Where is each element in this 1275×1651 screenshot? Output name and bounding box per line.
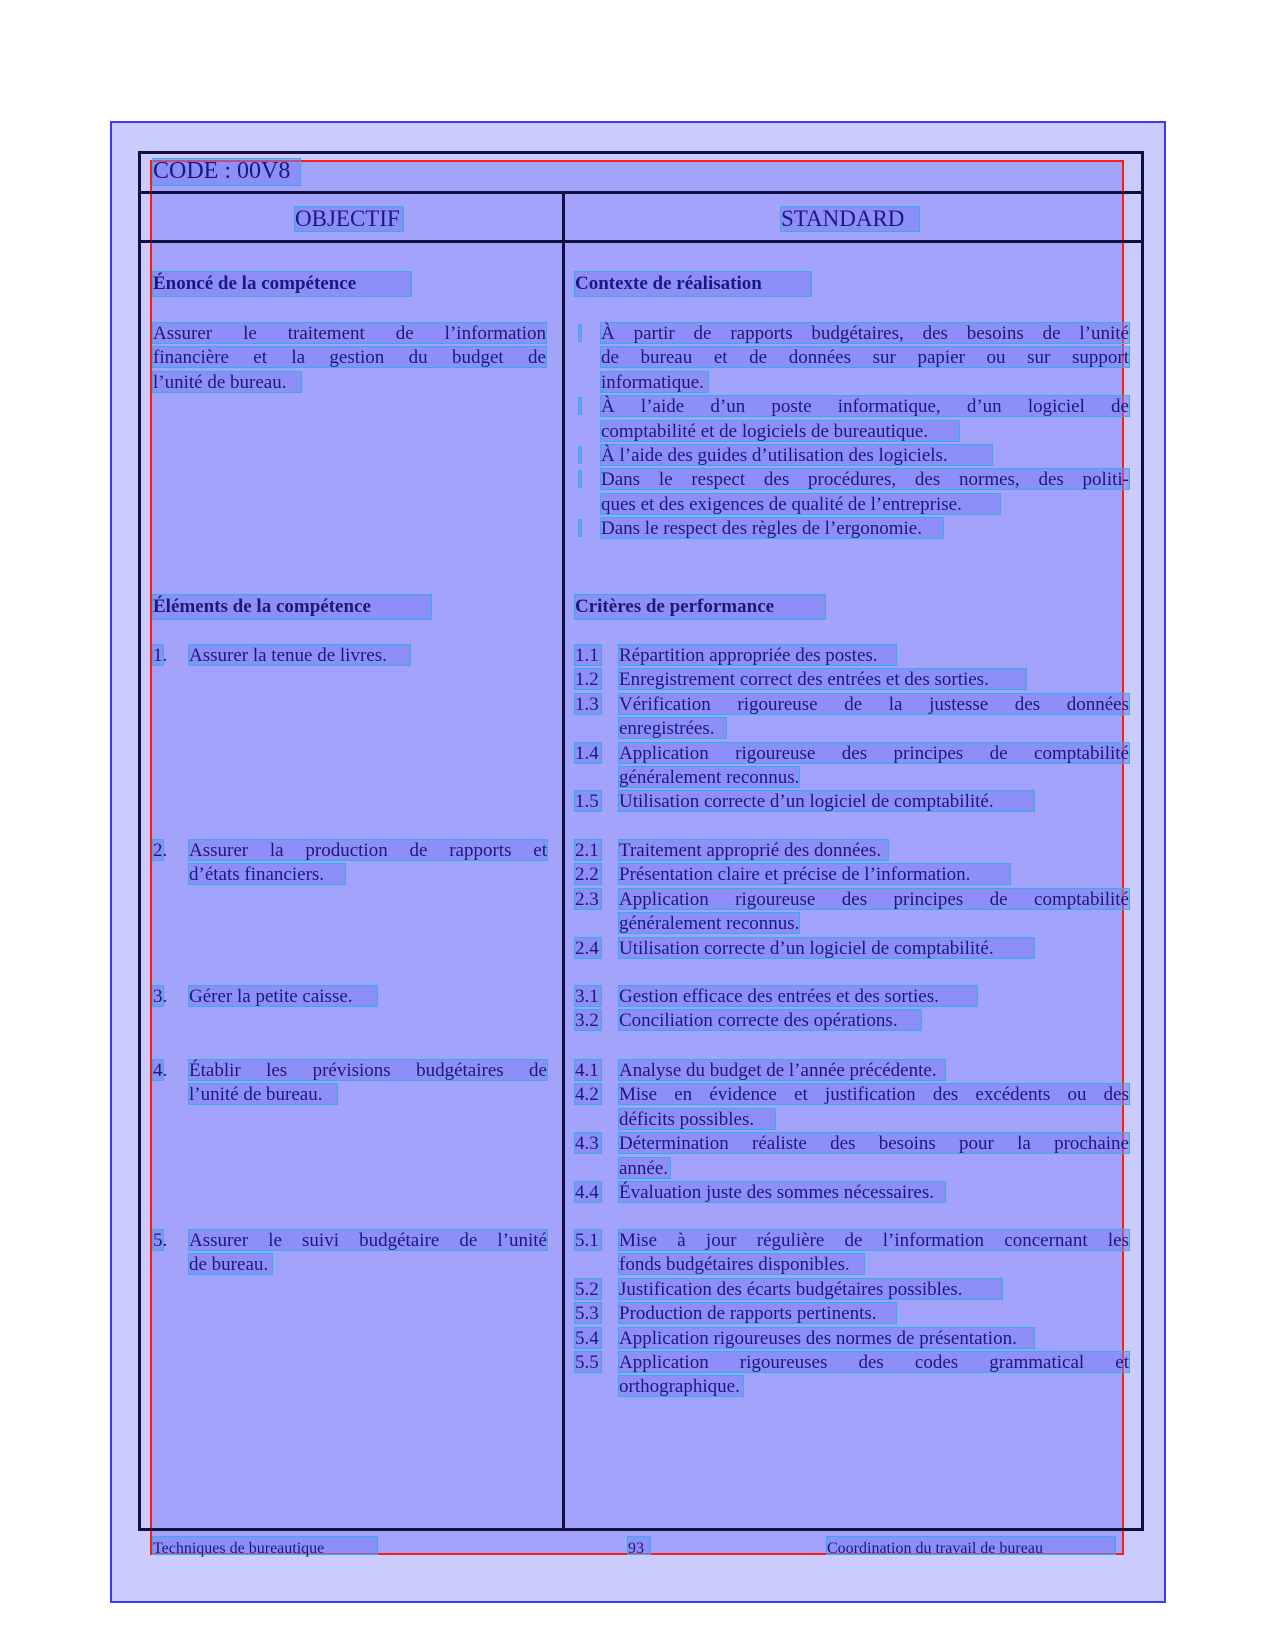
element-line: l’unité de bureau. <box>188 1083 338 1105</box>
criterion-line: déficits possibles. <box>618 1108 776 1130</box>
criterion-line: Conciliation correcte des opérations. <box>618 1009 922 1031</box>
criterion-line: Mise à jour régulière de l’information concernant les <box>619 1230 1129 1251</box>
criterion-line: Utilisation correcte d’un logiciel de comptabilité. <box>618 790 1035 812</box>
criterion-line: Application rigoureuses des codes grammatical et <box>619 1352 1129 1373</box>
criterion-line: Vérification rigoureuse de la justesse des données <box>619 693 1129 715</box>
criterion-number: 4.2 <box>574 1083 602 1105</box>
bullet-marker <box>578 324 582 342</box>
criterion-line: Application rigoureuse des principes de comptabilité <box>619 742 1129 764</box>
criterion-number: 1.1 <box>574 644 602 666</box>
header-standard: STANDARD <box>780 206 920 232</box>
contexte-item-line: À l’aide d’un poste informatique, d’un logiciel de <box>601 396 1129 418</box>
criterion-line: Traitement approprié des données. <box>618 839 889 861</box>
criterion-number: 2.3 <box>574 888 602 910</box>
element-number: 3. <box>153 986 168 1007</box>
element-number: 5. <box>153 1230 168 1251</box>
criterion-number: 1.5 <box>574 790 602 812</box>
criterion-line: Présentation claire et précise de l’information. <box>618 863 1011 885</box>
element-line: Assurer la tenue de livres. <box>188 644 411 666</box>
criterion-number: 2.1 <box>574 839 602 861</box>
criterion-number: 5.1 <box>574 1229 602 1251</box>
bullet-marker <box>578 397 582 415</box>
contexte-item-line: À l’aide des guides d’utilisation des logiciels. <box>600 444 993 466</box>
contexte-item-line: comptabilité et de logiciels de bureautique. <box>600 420 960 442</box>
element-line: de bureau. <box>188 1253 273 1275</box>
element-line: d’états financiers. <box>188 863 346 885</box>
footer-page-number: 93 <box>627 1536 651 1555</box>
criterion-number: 1.3 <box>574 693 602 715</box>
criterion-line: orthographique. <box>618 1375 744 1397</box>
criterion-line: Détermination réaliste des besoins pour la prochaine <box>619 1133 1129 1155</box>
code-divider <box>138 191 1144 194</box>
criterion-number: 2.4 <box>574 937 602 959</box>
criterion-line: Production de rapports pertinents. <box>618 1302 897 1324</box>
criterion-number: 5.5 <box>574 1351 602 1373</box>
bullet-marker <box>578 519 582 537</box>
contexte-item-line: Dans le respect des règles de l’ergonomie. <box>600 517 944 539</box>
criterion-number: 4.3 <box>574 1132 602 1154</box>
contexte-item-line: À partir de rapports budgétaires, des besoins de l’unité <box>601 323 1129 344</box>
criterion-line: Évaluation juste des sommes nécessaires. <box>618 1181 946 1203</box>
criterion-number: 5.2 <box>574 1278 602 1300</box>
criterion-line: Gestion efficace des entrées et des sorties. <box>618 985 978 1007</box>
criterion-number: 5.3 <box>574 1302 602 1324</box>
contexte-item-line: Dans le respect des procédures, des normes, des politi- <box>601 469 1129 491</box>
element-line: Assurer la production de rapports et <box>189 840 547 861</box>
element-number: 4. <box>153 1060 168 1081</box>
enonce-title: Énoncé de la compétence <box>152 271 412 297</box>
criterion-line: généralement reconnus. <box>619 767 800 788</box>
criterion-line: année. <box>618 1157 671 1179</box>
elements-title: Éléments de la compétence <box>152 594 432 620</box>
criterion-number: 3.2 <box>574 1009 602 1031</box>
contexte-item-line: de bureau et de données sur papier ou sur support <box>601 347 1129 369</box>
enonce-line: Assurer le traitement de l’information <box>153 323 546 344</box>
criterion-line: Application rigoureuse des principes de comptabilité <box>619 888 1129 910</box>
criterion-line: Enregistrement correct des entrées et des sorties. <box>618 668 1027 690</box>
criteres-title: Critères de performance <box>574 594 826 620</box>
contexte-item-line: informatique. <box>600 371 709 393</box>
criterion-line: Analyse du budget de l’année précédente. <box>618 1059 946 1081</box>
code-label: CODE : 00V8 <box>152 158 301 186</box>
criterion-number: 1.2 <box>574 668 602 690</box>
bullet-marker <box>578 470 582 488</box>
criterion-line: enregistrées. <box>618 717 727 739</box>
criterion-number: 4.4 <box>574 1181 602 1203</box>
enonce-line: l’unité de bureau. <box>152 371 302 393</box>
criterion-line: Application rigoureuses des normes de présentation. <box>618 1327 1035 1349</box>
criterion-line: Utilisation correcte d’un logiciel de comptabilité. <box>618 937 1035 959</box>
criterion-number: 5.4 <box>574 1327 602 1349</box>
header-objectif: OBJECTIF <box>294 206 404 232</box>
criterion-number: 2.2 <box>574 863 602 885</box>
bullet-marker <box>578 446 582 464</box>
column-divider <box>562 192 565 1531</box>
criterion-line: Mise en évidence et justification des excédents ou des <box>619 1084 1129 1106</box>
element-line: Gérer la petite caisse. <box>188 985 378 1007</box>
criterion-line: Justification des écarts budgétaires possibles. <box>618 1278 1003 1300</box>
element-number: 1. <box>153 645 168 666</box>
criterion-number: 3.1 <box>574 985 602 1007</box>
criterion-line: Répartition appropriée des postes. <box>618 644 897 666</box>
header-divider <box>138 240 1144 243</box>
contexte-item-line: ques et des exigences de qualité de l’entreprise. <box>600 493 1001 515</box>
criterion-number: 4.1 <box>574 1059 602 1081</box>
contexte-title: Contexte de réalisation <box>574 271 812 297</box>
element-line: Établir les prévisions budgétaires de <box>189 1060 547 1081</box>
element-line: Assurer le suivi budgétaire de l’unité <box>189 1230 547 1251</box>
enonce-line: financière et la gestion du budget de <box>153 347 546 369</box>
criterion-line: fonds budgétaires disponibles. <box>618 1253 865 1275</box>
footer-left: Techniques de bureautique <box>152 1536 378 1555</box>
criterion-number: 1.4 <box>574 742 602 764</box>
element-number: 2. <box>153 840 168 861</box>
footer-right: Coordination du travail de bureau <box>826 1536 1116 1555</box>
criterion-line: généralement reconnus. <box>619 913 800 935</box>
